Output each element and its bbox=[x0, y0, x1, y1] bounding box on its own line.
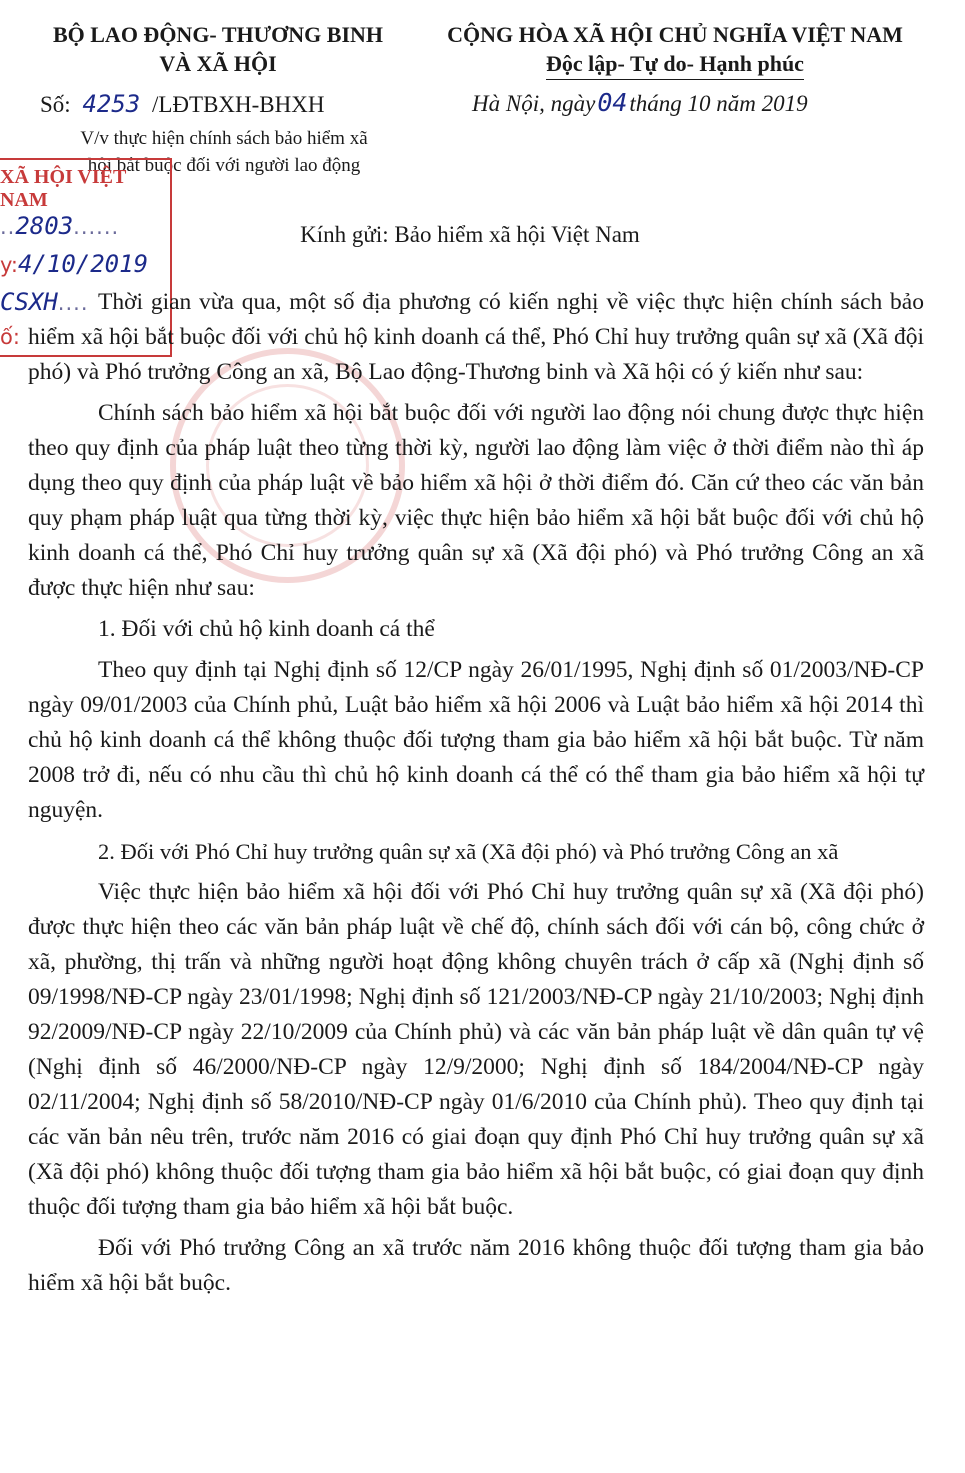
motto: Độc lập- Tự do- Hạnh phúc bbox=[546, 49, 804, 80]
stamp-date-field bbox=[0, 250, 148, 278]
subject-line-1: V/v thực hiện chính sách bảo hiểm xã bbox=[80, 128, 368, 149]
subject-line-2: hội bắt buộc đối với người lao động bbox=[87, 155, 361, 176]
document-number bbox=[40, 90, 324, 118]
date-day-handwritten: 04 bbox=[597, 88, 628, 117]
stamp-dept-field: CSXH.... bbox=[0, 288, 89, 316]
stamp-dept-handwritten: CSXH bbox=[0, 288, 58, 316]
number-handwritten: 4253 bbox=[82, 90, 141, 118]
letter-body bbox=[28, 285, 924, 1301]
paragraph-3: Theo quy định tại Nghị định số 12/CP ngày 26/01/1995, Nghị định số 01/2003/NĐ-CP ngày 09/01/2003 của Chính phủ, Luật bảo hiểm xã hội 2006 và Luật bảo hiểm xã hội 2014 thì chủ hộ kinh doanh cá thể không thuộc đối tượng tham gia bảo hiểm xã hội bắt buộc. Từ năm 2008 trở đi, nếu có nhu cầu thì chủ hộ kinh doanh cá thể có thể tham gia bảo hiểm xã hội tự nguyện. bbox=[28, 657, 924, 823]
stamp-date-label: y: bbox=[0, 253, 18, 277]
agency-line-1: BỘ LAO ĐỘNG- THƯƠNG BINH bbox=[52, 22, 384, 47]
stamp-number-field: ..2803...... bbox=[0, 212, 120, 240]
salutation: Kính gửi: Bảo hiểm xã hội Việt Nam bbox=[300, 222, 640, 247]
stamp-number-handwritten: 2803 bbox=[15, 212, 74, 240]
issuing-agency bbox=[18, 20, 418, 78]
stamp-so-field bbox=[0, 325, 20, 349]
received-stamp-title: XÃ HỘI VIỆT NAM bbox=[0, 166, 126, 211]
date-suffix: tháng 10 năm 2019 bbox=[629, 91, 808, 116]
stamp-so-label: ố: bbox=[0, 325, 20, 349]
country-name: CỘNG HÒA XÃ HỘI CHỦ NGHĨA VIỆT NAM bbox=[447, 22, 903, 47]
stamp-date-handwritten: 4/10/2019 bbox=[17, 250, 149, 278]
national-title bbox=[415, 20, 935, 80]
paragraph-1: Thời gian vừa qua, một số địa phương có kiến nghị về việc thực hiện chính sách bảo hiểm xã hội bắt buộc đối với chủ hộ kinh doanh cá thể, Phó Chỉ huy trưởng quân sự xã (Xã đội phó) và Phó trưởng Công an xã, Bộ Lao động-Thương binh và Xã hội có ý kiến như sau: bbox=[28, 289, 924, 385]
number-suffix: /LĐTBXH-BHXH bbox=[151, 92, 325, 117]
section-heading-2: 2. Đối với Phó Chỉ huy trưởng quân sự xã (Xã đội phó) và Phó trưởng Công an xã bbox=[98, 839, 839, 864]
document-date bbox=[472, 88, 808, 117]
section-heading-1: 1. Đối với chủ hộ kinh doanh cá thể bbox=[98, 616, 435, 642]
paragraph-2: Chính sách bảo hiểm xã hội bắt buộc đối với người lao động nói chung được thực hiện theo quy định của pháp luật theo từng thời kỳ, người lao động làm việc ở thời điểm nào thì áp dụng theo quy định của pháp luật về bảo hiểm xã hội ở thời điểm đó. Căn cứ theo các văn bản quy phạm pháp luật qua từng thời kỳ, việc thực hiện bảo hiểm xã hội bắt buộc đối với chủ hộ kinh doanh cá thể, Phó Chỉ huy trưởng quân sự xã (Xã đội phó) và Phó trưởng Công an xã được thực hiện như sau: bbox=[28, 400, 924, 601]
agency-line-2: VÀ XÃ HỘI bbox=[159, 51, 277, 76]
paragraph-4: Việc thực hiện bảo hiểm xã hội đối với Phó Chỉ huy trưởng quân sự xã (Xã đội phó) được thực hiện theo các văn bản pháp luật về chế độ, chính sách đối với cán bộ, công chức ở xã, phường, thị trấn và những người hoạt động không chuyên trách ở cấp xã (Nghị định số 09/1998/NĐ-CP ngày 23/01/1998; Nghị định số 121/2003/NĐ-CP ngày 21/10/2003; Nghị định 92/2009/NĐ-CP ngày 22/10/2009 của Chính phủ) và các văn bản pháp luật về dân quân tự vệ (Nghị định số 46/2000/NĐ-CP ngày 12/9/2000; Nghị định số 184/2004/NĐ-CP ngày 02/11/2004; Nghị định số 58/2010/NĐ-CP ngày 01/6/2010 của Chính phủ). Theo quy định tại các văn bản nêu trên, trước năm 2016 có giai đoạn quy định Phó Chỉ huy trưởng quân sự xã (Xã đội phó) không thuộc đối tượng tham gia bảo hiểm xã hội bắt buộc, có giai đoạn quy định thuộc đối tượng tham gia bảo hiểm xã hội bắt buộc. bbox=[28, 879, 924, 1220]
paragraph-5: Đối với Phó trưởng Công an xã trước năm 2016 không thuộc đối tượng tham gia bảo hiểm xã hội bắt buộc. bbox=[28, 1235, 924, 1296]
number-prefix: Số: bbox=[40, 92, 71, 117]
date-prefix: Hà Nội, ngày bbox=[472, 91, 596, 116]
